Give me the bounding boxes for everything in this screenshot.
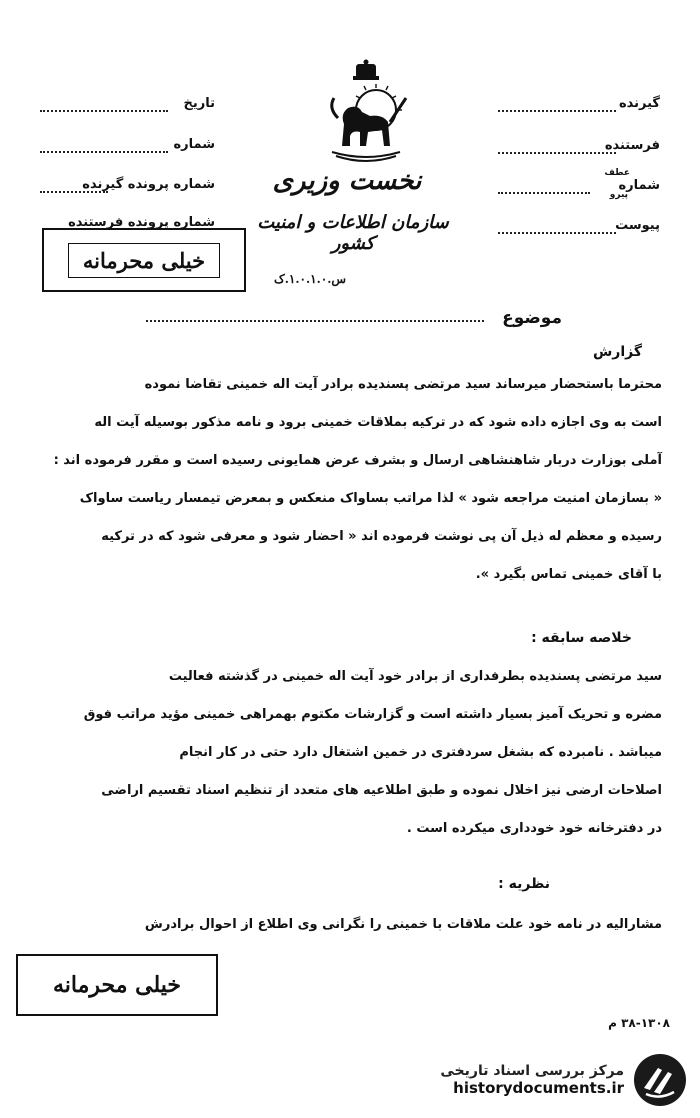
watermark-name: مرکز بررسی اسناد تاریخی	[440, 1063, 624, 1079]
confidential-stamp-bottom	[16, 954, 218, 1016]
report-line: محترما باستحضار میرساند سید مرتضی پسندیده برادر آیت اله خمینی تقاضا نموده	[144, 377, 662, 392]
confidential-stamp-top	[42, 228, 246, 292]
background-body	[40, 658, 662, 848]
confidential-stamp-bottom-text: خیلی محرمانه	[52, 972, 182, 998]
organization-title: سازمان اطلاعات و امنیت کشور	[257, 212, 449, 254]
sender-label: فرستنده	[604, 138, 660, 153]
background-line: مضره و تحریک آمیز بسیار داشته است و گزارشات مکتوم بهمراهی خمینی مؤید مراتب فوق	[83, 707, 662, 722]
number-label: شماره	[618, 178, 660, 193]
number-ref-label: عطف	[604, 168, 630, 178]
background-line: سید مرتضی پسندیده بطرفداری از برادر خود آیت اله خمینی در گذشته فعالیت	[168, 669, 662, 684]
sender-line	[498, 152, 616, 154]
ministry-title: نخست وزیری	[272, 166, 422, 196]
date-label: تاریخ	[183, 96, 215, 111]
opinion-label: نظریه :	[498, 876, 550, 892]
subject-line	[146, 320, 484, 322]
opinion-line: مشارالیه در نامه خود علت ملاقات با خمینی را نگرانی وی اطلاع از احوال برادرش	[144, 917, 662, 932]
background-label: خلاصه سابقه :	[531, 630, 632, 646]
recipient-line	[498, 110, 616, 112]
report-line: آملی بوزارت دربار شاهنشاهی ارسال و بشرف عرض همایونی رسیده است و مقرر فرموده اند :	[53, 453, 662, 468]
document-code: س.۱.۰.۱.۰.ک	[273, 272, 347, 286]
left-number-label: شماره	[173, 137, 215, 152]
watermark-url: historydocuments.ir	[453, 1079, 624, 1097]
attachment-label: پیوست	[615, 218, 660, 233]
report-line: رسیده و معظم له ذیل آن پی نوشت فرموده اند « احضار شود و معرفی شود که در ترکیه	[101, 529, 662, 544]
sender-file-label: شماره پرونده فرستنده	[68, 215, 215, 230]
subject-label: موضوع	[502, 308, 562, 328]
number-line	[498, 192, 590, 194]
report-body	[40, 366, 662, 594]
report-line: « بسازمان امنیت مراجعه شود » لذا مراتب بساواک منعکس و بمعرض تیمسار ریاست ساواک	[79, 491, 662, 506]
report-label: گزارش	[592, 344, 642, 360]
archive-logo-icon	[632, 1052, 688, 1108]
background-line: اصلاحات ارضی نیز اخلال نموده و طبق اطلاعیه های متعدد از تنظیم اسناد تقسیم اراضی	[101, 783, 662, 798]
recipient-file-line	[40, 191, 108, 193]
recipient-file-label: شماره پرونده گیرنده	[82, 177, 215, 192]
lion-and-sun-emblem-icon	[318, 58, 414, 166]
date-line	[40, 110, 168, 112]
opinion-body	[40, 906, 662, 944]
background-line: میباشد . نامبرده که بشغل سردفتری در خمین اشتغال دارد حتی در کار انجام	[179, 745, 662, 760]
confidential-stamp-top-text: خیلی محرمانه	[68, 243, 220, 278]
report-line: با آقای خمینی تماس بگیرد ».	[475, 567, 662, 582]
background-line: در دفترخانه خود خودداری میکرده است .	[406, 821, 662, 836]
number-prev-label: پیرو	[609, 190, 628, 200]
report-line: است به وی اجازه داده شود که در ترکیه بملاقات خمینی برود و نامه مذکور بوسیله آیت اله	[94, 415, 662, 430]
watermark-text	[440, 1063, 624, 1097]
left-number-line	[40, 151, 168, 153]
recipient-label: گیرنده	[618, 96, 660, 111]
footer-document-number: ۳۸-۱۳۰۸ م	[608, 1016, 670, 1030]
attachment-line	[498, 232, 616, 234]
archive-watermark	[398, 1048, 688, 1112]
